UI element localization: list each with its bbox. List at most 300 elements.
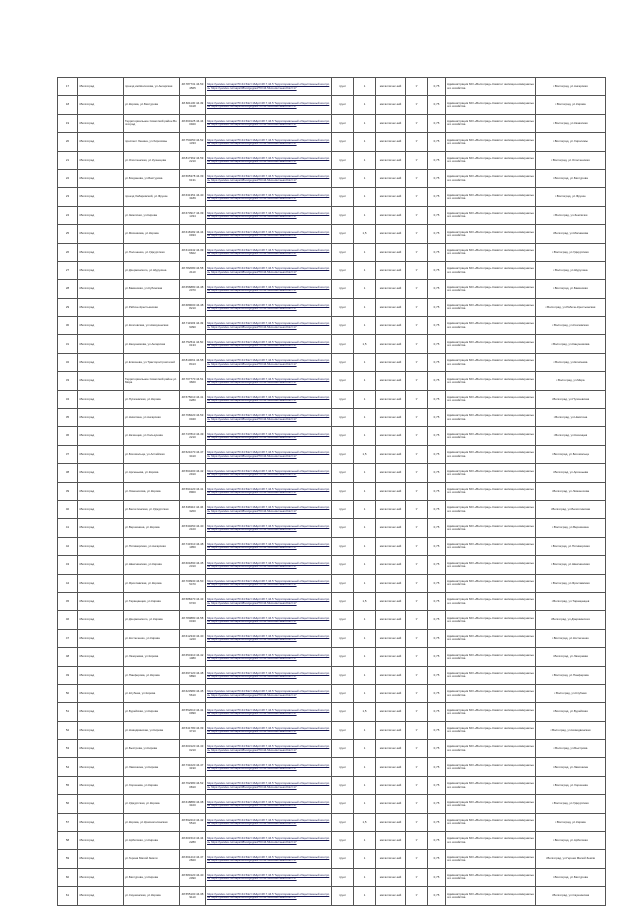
surface-type-cell: грунт	[332, 151, 354, 169]
table-row	[58, 261, 606, 279]
coordinates-cell: 48.673917 44.391334	[180, 206, 206, 224]
map-link-cell[interactable]: https://yandex.ru/maps/?ll=44.5&z=16&pt=48.7,44.5 Территориальный общественный контроль https://yandex.ru/maps/38/volgograd/?ll=44.5&mode=search&z=17	[206, 427, 332, 445]
count-cell: 1	[354, 629, 376, 647]
map-link-cell[interactable]: https://yandex.ru/maps/?ll=44.5&z=16&pt=48.7,44.5 Территориальный общественный контроль https://yandex.ru/maps/38/volgograd/?ll=44.5&mode=search&z=17	[206, 758, 332, 776]
address-cell: ул.Удмуртская, ул.Кирова	[124, 795, 180, 813]
volume-cell: 0,75	[428, 151, 446, 169]
organization-cell: Администрация МО «Волгоград» Комитет жилищно-коммунального хозяйства	[446, 298, 536, 316]
district-cell: г.Волгоград	[78, 611, 124, 629]
coordinates-cell: 48.654310 44.421080	[180, 648, 206, 666]
district-cell: г.Волгоград	[78, 298, 124, 316]
location-cell: г.Волгоград, ул.Удмуртская	[536, 243, 606, 261]
lid-cell: У	[406, 592, 428, 610]
map-link-cell[interactable]: https://yandex.ru/maps/?ll=44.5&z=16&pt=48.7,44.5 Территориальный общественный контроль https://yandex.ru/maps/38/volgograd/?ll=44.5&mode=search&z=17	[206, 740, 332, 758]
table-row	[58, 464, 606, 482]
map-link-cell[interactable]: https://yandex.ru/maps/?ll=44.5&z=16&pt=48.7,44.5 Территориальный общественный контроль https://yandex.ru/maps/38/volgograd/?ll=44.5&mode=search&z=17	[206, 317, 332, 335]
table-row	[58, 206, 606, 224]
map-link-cell[interactable]: https://yandex.ru/maps/?ll=44.5&z=16&pt=48.7,44.5 Территориальный общественный контроль https://yandex.ru/maps/38/volgograd/?ll=44.5&mode=search&z=17	[206, 703, 332, 721]
lid-cell: У	[406, 887, 428, 905]
map-link-cell[interactable]: https://yandex.ru/maps/?ll=44.5&z=16&pt=48.7,44.5 Территориальный общественный контроль https://yandex.ru/maps/38/volgograd/?ll=44.5&mode=search&z=17	[206, 390, 332, 408]
coordinates-cell: 48.564400 44.422910	[180, 464, 206, 482]
address-cell: ул.Костюченко, ул.Кирова	[124, 629, 180, 647]
coordinates-cell: 48.768220 44.530040	[180, 409, 206, 427]
volume-cell: 0,75	[428, 703, 446, 721]
map-link-cell[interactable]: https://yandex.ru/maps/?ll=44.5&z=16&pt=48.7,44.5 Территориальный общественный контроль https://yandex.ru/maps/38/volgograd/?ll=44.5&mode=search&z=17	[206, 813, 332, 831]
material-cell: металличес-кий	[376, 188, 406, 206]
organization-cell: Администрация МО «Волгоград» Комитет жилищно-коммунального хозяйства	[446, 611, 536, 629]
lid-cell: У	[406, 648, 428, 666]
row-number: 57	[58, 813, 78, 831]
lid-cell: У	[406, 758, 428, 776]
material-cell: металличес-кий	[376, 721, 406, 739]
surface-type-cell: грунт	[332, 629, 354, 647]
row-number: 24	[58, 206, 78, 224]
coordinates-cell: 48.631351 44.403189	[180, 188, 206, 206]
volume-cell: 0,75	[428, 629, 446, 647]
district-cell: г.Волгоград	[78, 225, 124, 243]
organization-cell: Администрация МО «Волгоград» Комитет жилищно-коммунального хозяйства	[446, 464, 536, 482]
volume-cell: 0,75	[428, 795, 446, 813]
material-cell: металличес-кий	[376, 703, 406, 721]
material-cell: металличес-кий	[376, 409, 406, 427]
lid-cell: У	[406, 298, 428, 316]
material-cell: металличес-кий	[376, 629, 406, 647]
map-link-cell[interactable]: https://yandex.ru/maps/?ll=44.5&z=16&pt=48.7,44.5 Территориальный общественный контроль https://yandex.ru/maps/38/volgograd/?ll=44.5&mode=search&z=17	[206, 574, 332, 592]
address-cell: ул.Бакинская, ул.Кубинская	[124, 280, 180, 298]
row-number: 20	[58, 133, 78, 151]
location-cell: г.Волгоград, ул.Хиросимы	[536, 133, 606, 151]
surface-type-cell: грунт	[332, 537, 354, 555]
registry-table	[57, 77, 605, 906]
count-cell: 1	[354, 887, 376, 905]
location-cell: г.Волгоград, ул.Бурейская	[536, 703, 606, 721]
row-number: 41	[58, 519, 78, 537]
lid-cell: У	[406, 519, 428, 537]
count-cell: 1	[354, 96, 376, 114]
address-cell: ул.Бахтурова, ул.Кирова	[124, 868, 180, 886]
location-cell: г.Волгоград, ул.Фрунзе	[536, 188, 606, 206]
district-cell: г.Волгоград	[78, 96, 124, 114]
coordinates-cell: 48.810061 44.588413	[180, 353, 206, 371]
surface-type-cell: грунт	[332, 684, 354, 702]
material-cell: металличес-кий	[376, 611, 406, 629]
district-cell: г.Волгоград	[78, 629, 124, 647]
map-link-cell[interactable]: https://yandex.ru/maps/?ll=44.5&z=16&pt=48.7,44.5 Территориальный общественный контроль https://yandex.ru/maps/38/volgograd/?ll=44.5&mode=search&z=17	[206, 133, 332, 151]
organization-cell: Администрация МО «Волгоград» Комитет жилищно-коммунального хозяйства	[446, 372, 536, 390]
surface-type-cell: грунт	[332, 574, 354, 592]
map-link-cell[interactable]: https://yandex.ru/maps/?ll=44.5&z=16&pt=48.7,44.5 Территориальный общественный контроль https://yandex.ru/maps/38/volgograd/?ll=44.5&mode=search&z=17	[206, 611, 332, 629]
lid-cell: У	[406, 353, 428, 371]
row-number: 35	[58, 409, 78, 427]
map-link-cell[interactable]: https://yandex.ru/maps/?ll=44.5&z=16&pt=48.7,44.5 Территориальный общественный контроль https://yandex.ru/maps/38/volgograd/?ll=44.5&mode=search&z=17	[206, 868, 332, 886]
table-row	[58, 795, 606, 813]
table-row	[58, 887, 606, 905]
district-cell: г.Волгоград	[78, 133, 124, 151]
row-number: 26	[58, 243, 78, 261]
table-row	[58, 243, 606, 261]
table-row	[58, 666, 606, 684]
organization-cell: Администрация МО «Волгоград» Комитет жилищно-коммунального хозяйства	[446, 317, 536, 335]
map-link-cell[interactable]: https://yandex.ru/maps/?ll=44.5&z=16&pt=48.7,44.5 Территориальный общественный контроль https://yandex.ru/maps/38/volgograd/?ll=44.5&mode=search&z=17	[206, 151, 332, 169]
lid-cell: У	[406, 795, 428, 813]
surface-type-cell: грунт	[332, 409, 354, 427]
volume-cell: 0,75	[428, 648, 446, 666]
address-cell: ул.Елисеева, ул.Тракторостроителей	[124, 353, 180, 371]
lid-cell: У	[406, 464, 428, 482]
map-link-cell[interactable]: https://yandex.ru/maps/?ll=44.5&z=16&pt=48.7,44.5 Территориальный общественный контроль https://yandex.ru/maps/38/volgograd/?ll=44.5&mode=search&z=17	[206, 850, 332, 868]
address-cell: ул.Арсеньева, ул.Кирова	[124, 464, 180, 482]
count-cell: 1	[354, 758, 376, 776]
location-cell: г.Волгоград, ул.Мира	[536, 372, 606, 390]
lid-cell: У	[406, 703, 428, 721]
district-cell: г.Волгоград	[78, 188, 124, 206]
lid-cell: У	[406, 482, 428, 500]
material-cell: металличес-кий	[376, 776, 406, 794]
organization-cell: Администрация МО «Волгоград» Комитет жилищно-коммунального хозяйства	[446, 703, 536, 721]
map-link-cell[interactable]: https://yandex.ru/maps/?ll=44.5&z=16&pt=48.7,44.5 Территориальный общественный контроль https://yandex.ru/maps/38/volgograd/?ll=44.5&mode=search&z=17	[206, 280, 332, 298]
location-cell: г.Волгоград, ул.Героев Малой Земли	[536, 850, 606, 868]
lid-cell: У	[406, 629, 428, 647]
address-cell: ул.Канунникова, ул.Ангарская	[124, 335, 180, 353]
material-cell: металличес-кий	[376, 556, 406, 574]
coordinates-cell: 48.555100 44.389110	[180, 887, 206, 905]
surface-type-cell: грунт	[332, 78, 354, 96]
row-number: 61	[58, 887, 78, 905]
coordinates-cell: 48.612340 44.401220	[180, 629, 206, 647]
lid-cell: У	[406, 169, 428, 187]
map-link-cell[interactable]: https://yandex.ru/maps/?ll=44.5&z=16&pt=48.7,44.5 Территориальный общественный контроль https://yandex.ru/maps/38/volgograd/?ll=44.5&mode=search&z=17	[206, 519, 332, 537]
surface-type-cell: грунт	[332, 206, 354, 224]
address-cell: ул.Новодвинская, ул.Кирова	[124, 721, 180, 739]
location-cell: г.Волгоград, ул.Новодвинская	[536, 721, 606, 739]
map-link-cell[interactable]: https://yandex.ru/maps/?ll=44.5&z=16&pt=48.7,44.5 Территориальный общественный контроль https://yandex.ru/maps/38/volgograd/?ll=44.5&mode=search&z=17	[206, 372, 332, 390]
address-cell: проезд Хабаровский, ул.Фрунзе	[124, 188, 180, 206]
count-cell: 1,5	[354, 225, 376, 243]
district-cell: г.Волгоград	[78, 740, 124, 758]
map-link-cell[interactable]: https://yandex.ru/maps/?ll=44.5&z=16&pt=48.7,44.5 Территориальный общественный контроль https://yandex.ru/maps/38/volgograd/?ll=44.5&mode=search&z=17	[206, 556, 332, 574]
count-cell: 1	[354, 169, 376, 187]
organization-cell: Администрация МО «Волгоград» Комитет жилищно-коммунального хозяйства	[446, 537, 536, 555]
location-cell: г.Волгоград, ул.Арсеньева	[536, 464, 606, 482]
district-cell: г.Волгоград	[78, 317, 124, 335]
material-cell: металличес-кий	[376, 850, 406, 868]
address-cell: ул.Кирова, ул.Бахтурова	[124, 96, 180, 114]
table-row	[58, 427, 606, 445]
district-cell: г.Волгоград	[78, 648, 124, 666]
volume-cell: 0,75	[428, 390, 446, 408]
table-row	[58, 648, 606, 666]
count-cell: 1	[354, 464, 376, 482]
map-link-cell[interactable]: https://yandex.ru/maps/?ll=44.5&z=16&pt=48.7,44.5 Территориальный общественный контроль https://yandex.ru/maps/38/volgograd/?ll=44.5&mode=search&z=17	[206, 648, 332, 666]
district-cell: г.Волгоград	[78, 832, 124, 850]
table-row	[58, 574, 606, 592]
map-link-cell[interactable]: https://yandex.ru/maps/?ll=44.5&z=16&pt=48.7,44.5 Территориальный общественный контроль https://yandex.ru/maps/38/volgograd/?ll=44.5&mode=search&z=17	[206, 721, 332, 739]
table-row	[58, 684, 606, 702]
row-number: 25	[58, 225, 78, 243]
district-cell: г.Волгоград	[78, 206, 124, 224]
map-link-cell[interactable]: https://yandex.ru/maps/?ll=44.5&z=16&pt=48.7,44.5 Территориальный общественный контроль https://yandex.ru/maps/38/volgograd/?ll=44.5&mode=search&z=17	[206, 666, 332, 684]
table-row	[58, 188, 606, 206]
row-number: 28	[58, 280, 78, 298]
organization-cell: Администрация МО «Волгоград» Комитет жилищно-коммунального хозяйства	[446, 225, 536, 243]
address-cell: ул.Бурейская, ул.Кирова	[124, 703, 180, 721]
material-cell: металличес-кий	[376, 298, 406, 316]
map-link-cell[interactable]: https://yandex.ru/maps/?ll=44.5&z=16&pt=48.7,44.5 Территориальный общественный контроль https://yandex.ru/maps/38/volgograd/?ll=44.5&mode=search&z=17	[206, 96, 332, 114]
map-link-cell[interactable]: https://yandex.ru/maps/?ll=44.5&z=16&pt=48.7,44.5 Территориальный общественный контроль https://yandex.ru/maps/38/volgograd/?ll=44.5&mode=search&z=17	[206, 592, 332, 610]
address-cell: ул.Арбатская, ул.Кирова	[124, 832, 180, 850]
lid-cell: У	[406, 776, 428, 794]
surface-type-cell: грунт	[332, 482, 354, 500]
organization-cell: Администрация МО «Волгоград» Комитет жилищно-коммунального хозяйства	[446, 592, 536, 610]
map-link-cell[interactable]: https://yandex.ru/maps/?ll=44.5&z=16&pt=48.7,44.5 Территориальный общественный контроль https://yandex.ru/maps/38/volgograd/?ll=44.5&mode=search&z=17	[206, 78, 332, 96]
location-cell: г.Волгоград, ул.Никитина	[536, 409, 606, 427]
table-row	[58, 868, 606, 886]
surface-type-cell: грунт	[332, 832, 354, 850]
organization-cell: Администрация МО «Волгоград» Комитет жилищно-коммунального хозяйства	[446, 776, 536, 794]
map-link-cell[interactable]: https://yandex.ru/maps/?ll=44.5&z=16&pt=48.7,44.5 Территориальный общественный контроль https://yandex.ru/maps/38/volgograd/?ll=44.5&mode=search&z=17	[206, 335, 332, 353]
surface-type-cell: грунт	[332, 445, 354, 463]
count-cell: 1	[354, 317, 376, 335]
volume-cell: 0,75	[428, 445, 446, 463]
volume-cell: 0,75	[428, 188, 446, 206]
map-link-cell[interactable]: https://yandex.ru/maps/?ll=44.5&z=16&pt=48.7,44.5 Территориальный общественный контроль https://yandex.ru/maps/38/volgograd/?ll=44.5&mode=search&z=17	[206, 464, 332, 482]
count-cell: 1,5	[354, 445, 376, 463]
location-cell: г.Волгоград, ул.Бакинская	[536, 280, 606, 298]
count-cell: 1	[354, 482, 376, 500]
location-cell: г.Волгоград, ул.Елисеева	[536, 353, 606, 371]
address-cell: ул.Таращанцев, ул.Кирова	[124, 592, 180, 610]
coordinates-cell: 48.521070 44.473410	[180, 445, 206, 463]
lid-cell: У	[406, 225, 428, 243]
district-cell: г.Волгоград	[78, 813, 124, 831]
surface-type-cell: грунт	[332, 114, 354, 132]
material-cell: металличес-кий	[376, 500, 406, 518]
surface-type-cell: грунт	[332, 243, 354, 261]
volume-cell: 0,75	[428, 666, 446, 684]
district-cell: г.Волгоград	[78, 776, 124, 794]
count-cell: 1	[354, 740, 376, 758]
lid-cell: У	[406, 243, 428, 261]
table-row	[58, 445, 606, 463]
coordinates-cell: 48.762380 44.520810	[180, 776, 206, 794]
volume-cell: 0,75	[428, 78, 446, 96]
volume-cell: 0,75	[428, 574, 446, 592]
address-cell: ул.Пятиморская, ул.Ангарская	[124, 537, 180, 555]
row-number: 22	[58, 169, 78, 187]
address-cell: ул.Шекснинская, ул.Кирова	[124, 556, 180, 574]
address-cell: ул.Лазоревая, ул.Кирова	[124, 648, 180, 666]
coordinates-cell: 48.782080 44.582110	[180, 261, 206, 279]
address-cell: ул.Дзержинского, ул.Кирова	[124, 611, 180, 629]
map-link-cell[interactable]: https://yandex.ru/maps/?ll=44.5&z=16&pt=48.7,44.5 Территориальный общественный контроль https://yandex.ru/maps/38/volgograd/?ll=44.5&mode=search&z=17	[206, 188, 332, 206]
map-link-cell[interactable]: https://yandex.ru/maps/?ll=44.5&z=16&pt=48.7,44.5 Территориальный общественный контроль https://yandex.ru/maps/38/volgograd/?ll=44.5&mode=search&z=17	[206, 409, 332, 427]
organization-cell: Администрация МО «Волгоград» Комитет жилищно-коммунального хозяйства	[446, 390, 536, 408]
material-cell: металличес-кий	[376, 537, 406, 555]
row-number: 54	[58, 758, 78, 776]
table-row	[58, 537, 606, 555]
surface-type-cell: грунт	[332, 500, 354, 518]
lid-cell: У	[406, 537, 428, 555]
location-cell: г.Волгоград, ул.Качинцев	[536, 427, 606, 445]
volume-cell: 0,75	[428, 298, 446, 316]
district-cell: г.Волгоград	[78, 795, 124, 813]
map-link-cell[interactable]: https://yandex.ru/maps/?ll=44.5&z=16&pt=48.7,44.5 Территориальный общественный контроль https://yandex.ru/maps/38/volgograd/?ll=44.5&mode=search&z=17	[206, 684, 332, 702]
count-cell: 1	[354, 243, 376, 261]
coordinates-cell: 48.638110 44.463200	[180, 500, 206, 518]
count-cell: 1	[354, 611, 376, 629]
surface-type-cell: грунт	[332, 721, 354, 739]
lid-cell: У	[406, 114, 428, 132]
volume-cell: 0,75	[428, 353, 446, 371]
surface-type-cell: грунт	[332, 813, 354, 831]
district-cell: г.Волгоград	[78, 353, 124, 371]
map-link-cell[interactable]: https://yandex.ru/maps/?ll=44.5&z=16&pt=48.7,44.5 Территориальный общественный контроль https://yandex.ru/maps/38/volgograd/?ll=44.5&mode=search&z=17	[206, 795, 332, 813]
address-cell: проезд им.Шолохова, ул.Ангарская	[124, 78, 180, 96]
map-link-cell[interactable]: https://yandex.ru/maps/?ll=44.5&z=16&pt=48.7,44.5 Территориальный общественный контроль https://yandex.ru/maps/38/volgograd/?ll=44.5&mode=search&z=17	[206, 776, 332, 794]
surface-type-cell: грунт	[332, 556, 354, 574]
coordinates-cell: 48.613442 44.395602	[180, 243, 206, 261]
organization-cell: Администрация МО «Волгоград» Комитет жилищно-коммунального хозяйства	[446, 740, 536, 758]
row-number: 60	[58, 868, 78, 886]
district-cell: г.Волгоград	[78, 519, 124, 537]
volume-cell: 0,75	[428, 556, 446, 574]
organization-cell: Администрация МО «Волгоград» Комитет жилищно-коммунального хозяйства	[446, 574, 536, 592]
count-cell: 1	[354, 353, 376, 371]
volume-cell: 0,75	[428, 464, 446, 482]
address-cell: ул.Землячки, ул.Кирова	[124, 206, 180, 224]
surface-type-cell: грунт	[332, 519, 354, 537]
count-cell: 1	[354, 648, 376, 666]
material-cell: металличес-кий	[376, 740, 406, 758]
material-cell: металличес-кий	[376, 887, 406, 905]
volume-cell: 0,75	[428, 611, 446, 629]
map-link-cell[interactable]: https://yandex.ru/maps/?ll=44.5&z=16&pt=48.7,44.5 Территориальный общественный контроль https://yandex.ru/maps/38/volgograd/?ll=44.5&mode=search&z=17	[206, 887, 332, 905]
map-link-cell[interactable]: https://yandex.ru/maps/?ll=44.5&z=16&pt=48.7,44.5 Территориальный общественный контроль https://yandex.ru/maps/38/volgograd/?ll=44.5&mode=search&z=17	[206, 353, 332, 371]
location-cell: г.Волгоград, ул.Бахтурова	[536, 169, 606, 187]
surface-type-cell: грунт	[332, 225, 354, 243]
lid-cell: У	[406, 445, 428, 463]
table-row	[58, 298, 606, 316]
district-cell: г.Волгоград	[78, 556, 124, 574]
map-link-cell[interactable]: https://yandex.ru/maps/?ll=44.5&z=16&pt=48.7,44.5 Территориальный общественный контроль https://yandex.ru/maps/38/volgograd/?ll=44.5&mode=search&z=17	[206, 298, 332, 316]
district-cell: г.Волгоград	[78, 409, 124, 427]
row-number: 58	[58, 832, 78, 850]
volume-cell: 0,75	[428, 776, 446, 794]
surface-type-cell: грунт	[332, 648, 354, 666]
table-row	[58, 78, 606, 96]
map-link-cell[interactable]: https://yandex.ru/maps/?ll=44.5&z=16&pt=48.7,44.5 Территориальный общественный контроль https://yandex.ru/maps/38/volgograd/?ll=44.5&mode=search&z=17	[206, 169, 332, 187]
lid-cell: У	[406, 78, 428, 96]
address-cell: ул.Полоненко, ул.Удмуртская	[124, 243, 180, 261]
count-cell: 1	[354, 372, 376, 390]
district-cell: г.Волгоград	[78, 703, 124, 721]
table-row	[58, 151, 606, 169]
organization-cell: Администрация МО «Волгоград» Комитет жилищно-коммунального хозяйства	[446, 133, 536, 151]
count-cell: 1	[354, 684, 376, 702]
location-cell: г.Волгоград, ул.Костюченко	[536, 629, 606, 647]
row-number: 51	[58, 703, 78, 721]
address-cell: ул.Ополченская, ул.Кузнецова	[124, 151, 180, 169]
material-cell: металличес-кий	[376, 335, 406, 353]
map-link-cell[interactable]: https://yandex.ru/maps/?ll=44.5&z=16&pt=48.7,44.5 Территориальный общественный контроль https://yandex.ru/maps/38/volgograd/?ll=44.5&mode=search&z=17	[206, 114, 332, 132]
table-row	[58, 390, 606, 408]
district-cell: г.Волгоград	[78, 574, 124, 592]
lid-cell: У	[406, 611, 428, 629]
map-link-cell[interactable]: https://yandex.ru/maps/?ll=44.5&z=16&pt=48.7,44.5 Территориальный общественный контроль https://yandex.ru/maps/38/volgograd/?ll=44.5&mode=search&z=17	[206, 832, 332, 850]
address-cell: ул.Лавочкина, ул.Кирова	[124, 758, 180, 776]
material-cell: металличес-кий	[376, 114, 406, 132]
row-number: 50	[58, 684, 78, 702]
location-cell: г.Волгоград, ул.Землячки	[536, 206, 606, 224]
map-link-cell[interactable]: https://yandex.ru/maps/?ll=44.5&z=16&pt=48.7,44.5 Территориальный общественный контроль https://yandex.ru/maps/38/volgograd/?ll=44.5&mode=search&z=17	[206, 500, 332, 518]
map-link-cell[interactable]: https://yandex.ru/maps/?ll=44.5&z=16&pt=48.7,44.5 Территориальный общественный контроль https://yandex.ru/maps/38/volgograd/?ll=44.5&mode=search&z=17	[206, 629, 332, 647]
lid-cell: У	[406, 390, 428, 408]
surface-type-cell: грунт	[332, 188, 354, 206]
district-cell: г.Волгоград	[78, 464, 124, 482]
lid-cell: У	[406, 261, 428, 279]
district-cell: г.Волгоград	[78, 666, 124, 684]
location-cell: г.Волгоград, ул.Казахская	[536, 114, 606, 132]
location-cell: г.Волгоград, ул.Саушинская	[536, 887, 606, 905]
organization-cell: Администрация МО «Волгоград» Комитет жилищно-коммунального хозяйства	[446, 519, 536, 537]
lid-cell: У	[406, 868, 428, 886]
row-number: 17	[58, 78, 78, 96]
coordinates-cell: 48.530250 44.402100	[180, 519, 206, 537]
organization-cell: Администрация МО «Волгоград» Комитет жилищно-коммунального хозяйства	[446, 832, 536, 850]
material-cell: металличес-кий	[376, 813, 406, 831]
lid-cell: У	[406, 500, 428, 518]
address-cell: проспект Ленина, ул.Хиросимы	[124, 133, 180, 151]
table-row	[58, 225, 606, 243]
coordinates-cell: 48.787731 44.534565	[180, 78, 206, 96]
table-row	[58, 114, 606, 132]
district-cell: г.Волгоград	[78, 868, 124, 886]
row-number: 49	[58, 666, 78, 684]
map-link-cell[interactable]: https://yandex.ru/maps/?ll=44.5&z=16&pt=48.7,44.5 Территориальный общественный контроль https://yandex.ru/maps/38/volgograd/?ll=44.5&mode=search&z=17	[206, 445, 332, 463]
lid-cell: У	[406, 427, 428, 445]
row-number: 23	[58, 188, 78, 206]
map-link-cell[interactable]: https://yandex.ru/maps/?ll=44.5&z=16&pt=48.7,44.5 Территориальный общественный контроль https://yandex.ru/maps/38/volgograd/?ll=44.5&mode=search&z=17	[206, 243, 332, 261]
count-cell: 1	[354, 390, 376, 408]
volume-cell: 0,75	[428, 114, 446, 132]
volume-cell: 0,75	[428, 243, 446, 261]
table-row	[58, 280, 606, 298]
map-link-cell[interactable]: https://yandex.ru/maps/?ll=44.5&z=16&pt=48.7,44.5 Территориальный общественный контроль https://yandex.ru/maps/38/volgograd/?ll=44.5&mode=search&z=17	[206, 537, 332, 555]
location-cell: г.Волгоград, ул.Шурухина	[536, 261, 606, 279]
map-link-cell[interactable]: https://yandex.ru/maps/?ll=44.5&z=16&pt=48.7,44.5 Территориальный общественный контроль https://yandex.ru/maps/38/volgograd/?ll=44.5&mode=search&z=17	[206, 482, 332, 500]
district-cell: г.Волгоград	[78, 372, 124, 390]
coordinates-cell: 48.660125 44.440920	[180, 114, 206, 132]
map-link-cell[interactable]: https://yandex.ru/maps/?ll=44.5&z=16&pt=48.7,44.5 Территориальный общественный контроль https://yandex.ru/maps/38/volgograd/?ll=44.5&mode=search&z=17	[206, 261, 332, 279]
lid-cell: У	[406, 556, 428, 574]
row-number: 52	[58, 721, 78, 739]
count-cell: 1	[354, 868, 376, 886]
count-cell: 1,5	[354, 335, 376, 353]
material-cell: металличес-кий	[376, 666, 406, 684]
lid-cell: У	[406, 684, 428, 702]
district-cell: г.Волгоград	[78, 537, 124, 555]
material-cell: металличес-кий	[376, 133, 406, 151]
lid-cell: У	[406, 372, 428, 390]
map-link-cell[interactable]: https://yandex.ru/maps/?ll=44.5&z=16&pt=48.7,44.5 Территориальный общественный контроль https://yandex.ru/maps/38/volgograd/?ll=44.5&mode=search&z=17	[206, 225, 332, 243]
address-cell: ул.Никитина, ул.Ангарская	[124, 409, 180, 427]
lid-cell: У	[406, 574, 428, 592]
table-row	[58, 629, 606, 647]
map-link-cell[interactable]: https://yandex.ru/maps/?ll=44.5&z=16&pt=48.7,44.5 Территориальный общественный контроль https://yandex.ru/maps/38/volgograd/?ll=44.5&mode=search&z=17	[206, 206, 332, 224]
table-row	[58, 813, 606, 831]
row-number: 45	[58, 592, 78, 610]
material-cell: металличес-кий	[376, 832, 406, 850]
